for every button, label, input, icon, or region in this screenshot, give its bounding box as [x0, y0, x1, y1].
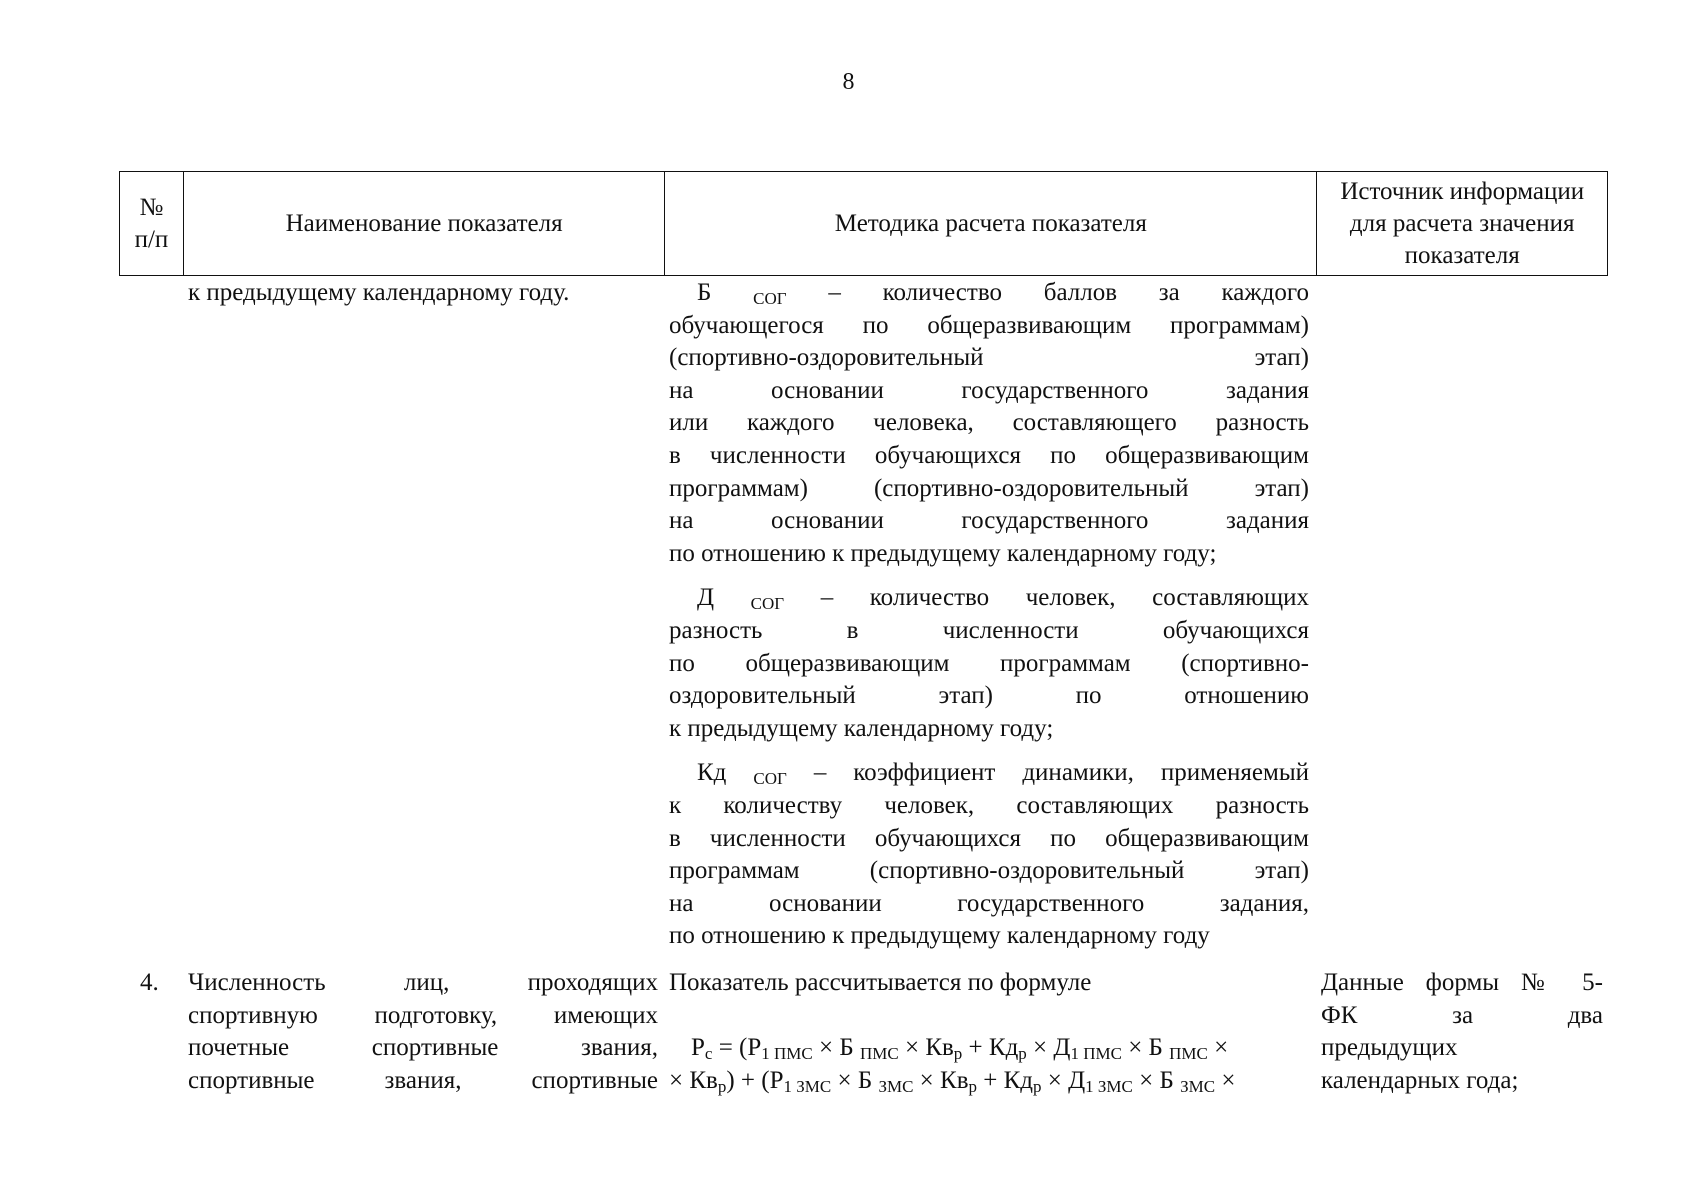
method-paragraph-d-sog	[669, 582, 1309, 745]
paragraph-line: на основании государственного задания	[669, 376, 1309, 404]
method-paragraph-b-sog	[669, 277, 1309, 570]
source-line: ФК за два	[1321, 1001, 1603, 1029]
header-number-line: №	[139, 193, 164, 221]
formula-line-2: × $Кв_р) + (P_{1 ЗМС} \times Б$ $_{ЗМС} \times Кв_р + Кд_р \times Д_{1 ЗМС} \times Б$ $_{ЗМС}$ ×	[669, 1066, 1236, 1096]
paragraph-line: оздоровительный этап) по отношению	[669, 682, 1309, 710]
paragraph-first-line	[669, 277, 1309, 310]
paragraph-last-line: по отношению к предыдущему календарному году;	[669, 539, 1217, 567]
paragraph-line: к количеству человек, составляющих разность	[669, 791, 1309, 819]
header-col-source	[1317, 172, 1607, 275]
paragraph-line: программам) (спортивно-оздоровительный этап)	[669, 474, 1309, 502]
name-line: спортивную подготовку, имеющих	[188, 1001, 658, 1029]
subscript-sog: СОГ	[753, 289, 787, 308]
source-line: предыдущих	[1321, 1034, 1458, 1062]
paragraph-line: (спортивно-оздоровительный этап)	[669, 344, 1309, 372]
header-col-name: Наименование показателя	[184, 172, 665, 275]
paragraph-line: или каждого человека, составляющего разность	[669, 409, 1309, 437]
paragraph-first-line	[669, 757, 1309, 790]
name-line: почетные спортивные звания,	[188, 1034, 658, 1062]
paragraph-last-line: к предыдущему календарному году;	[669, 714, 1054, 742]
header-source-line: для расчета значения	[1349, 209, 1575, 237]
source-line: Данные формы № 5-	[1321, 969, 1603, 996]
method-paragraph-kd-sog	[669, 757, 1309, 953]
page-number: 8	[842, 69, 855, 95]
paragraph-text: – количество баллов за каждого	[828, 279, 1309, 306]
symbol-d: Д	[697, 584, 715, 612]
paragraph-last-line: по отношению к предыдущему календарному году	[669, 922, 1210, 950]
paragraph-first-line	[669, 582, 1309, 615]
paragraph-line: программам (спортивно-оздоровительный этап)	[669, 857, 1309, 885]
paragraph-text: – количество человек, составляющих	[820, 584, 1310, 612]
row4-source	[1321, 967, 1603, 1097]
paragraph-line: на основании государственного задания,	[669, 889, 1309, 917]
header-source-line: Источник информации	[1340, 177, 1585, 205]
header-number-line: п/п	[134, 225, 169, 253]
name-line: спортивные звания, спортивные	[188, 1066, 658, 1094]
row4-name	[188, 967, 658, 1097]
header-source-line: показателя	[1404, 241, 1520, 269]
subscript-sog: СОГ	[753, 769, 787, 789]
header-col-method: Методика расчета показателя	[665, 172, 1317, 275]
source-line: календарных года;	[1321, 1066, 1519, 1094]
method-intro: Показатель рассчитывается по формуле	[669, 969, 1092, 996]
paragraph-line: обучающегося по общеразвивающим программам)	[669, 311, 1309, 339]
paragraph-line: в численности обучающихся по общеразвивающим	[669, 824, 1309, 852]
paragraph-line: по общеразвивающим программам (спортивно-	[669, 649, 1309, 677]
symbol-b: Б	[697, 279, 712, 306]
formula-line-1: $P_с = (P_{1 ПМС} \times Б$ $_{ПМС} \times Кв_р + Кд_р \times Д_{1 ПМС} \times Б$ $_{ПМС}$ ×	[691, 1034, 1229, 1064]
header-col-number	[120, 172, 184, 275]
paragraph-line: разность в численности обучающихся	[669, 616, 1309, 644]
blank-line	[669, 1000, 1309, 1033]
subscript-sog: СОГ	[750, 594, 785, 614]
name-line: Численность лиц, проходящих	[188, 969, 658, 996]
paragraph-line: на основании государственного задания	[669, 507, 1309, 535]
row3-name-tail: к предыдущему календарному году.	[188, 279, 570, 306]
row4-number: 4.	[140, 969, 159, 996]
row4-method	[669, 967, 1309, 1097]
symbol-kd: Кд	[697, 759, 727, 787]
table-header	[119, 171, 1608, 276]
paragraph-line: в численности обучающихся по общеразвивающим	[669, 441, 1309, 469]
row3-method	[669, 277, 1309, 965]
paragraph-text: – коэффициент динамики, применяемый	[813, 759, 1310, 787]
